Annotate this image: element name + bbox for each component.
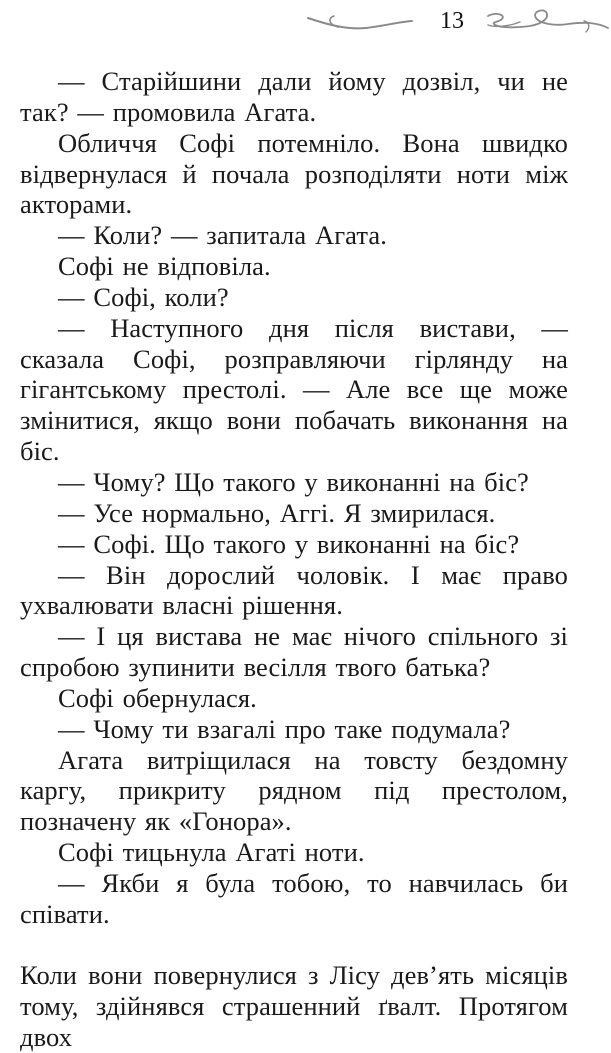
paragraph: — Наступного дня після вистави, — сказала Софі, розправляючи гірлянду на гігантському престолі. — Але все ще може змінитися, якщо вони побачать виконання на біс. xyxy=(20,312,568,467)
page-number: 13 xyxy=(440,8,464,34)
page-header xyxy=(0,0,611,45)
paragraph: Софі обернулася. xyxy=(58,682,257,713)
paragraph: Обличчя Софі потемніло. Вона швидко відвернулася й почала розподіляти ноти між акторами. xyxy=(20,127,568,220)
paragraph: Софі тицьнула Агаті ноти. xyxy=(58,837,365,868)
paragraph: — Усе нормально, Аггі. Я змирилася. xyxy=(58,497,496,528)
flourish-right-icon xyxy=(484,6,611,36)
paragraph: — Старійшини дали йому дозвіл, чи не так? — промовила Агата. xyxy=(20,66,568,127)
paragraph: — Софі. Що такого у виконанні на біс? xyxy=(58,528,520,559)
flourish-left-icon xyxy=(306,8,414,34)
paragraph: — Якби я була тобою, то навчилась би співати. xyxy=(20,867,568,929)
paragraph: — І ця вистава не має нічого спільного зі спробою зупинити весілля твого батька? xyxy=(20,621,568,683)
paragraph: — Коли? — запитала Агата. xyxy=(58,220,387,251)
paragraph: — Софі, коли? xyxy=(58,281,229,312)
book-text-body xyxy=(20,66,568,1053)
section-break xyxy=(20,930,568,961)
paragraph: — Чому ти взагалі про таке подумала? xyxy=(58,713,511,744)
paragraph: — Він дорослий чоловік. І має право ухвалювати власні рішення. xyxy=(20,559,568,621)
paragraph: Агата витріщилася на товсту бездомну каргу, прикриту рядном під престолом, позначену як «Гонора». xyxy=(20,744,568,837)
paragraph: — Чому? Що такого у виконанні на біс? xyxy=(58,466,529,497)
section-opening-paragraph: Коли вони повернулися з Лісу дев’ять місяців тому, здійнявся страшенний ґвалт. Протягом двох xyxy=(20,960,568,1053)
paragraph: Софі не відповіла. xyxy=(58,251,271,282)
